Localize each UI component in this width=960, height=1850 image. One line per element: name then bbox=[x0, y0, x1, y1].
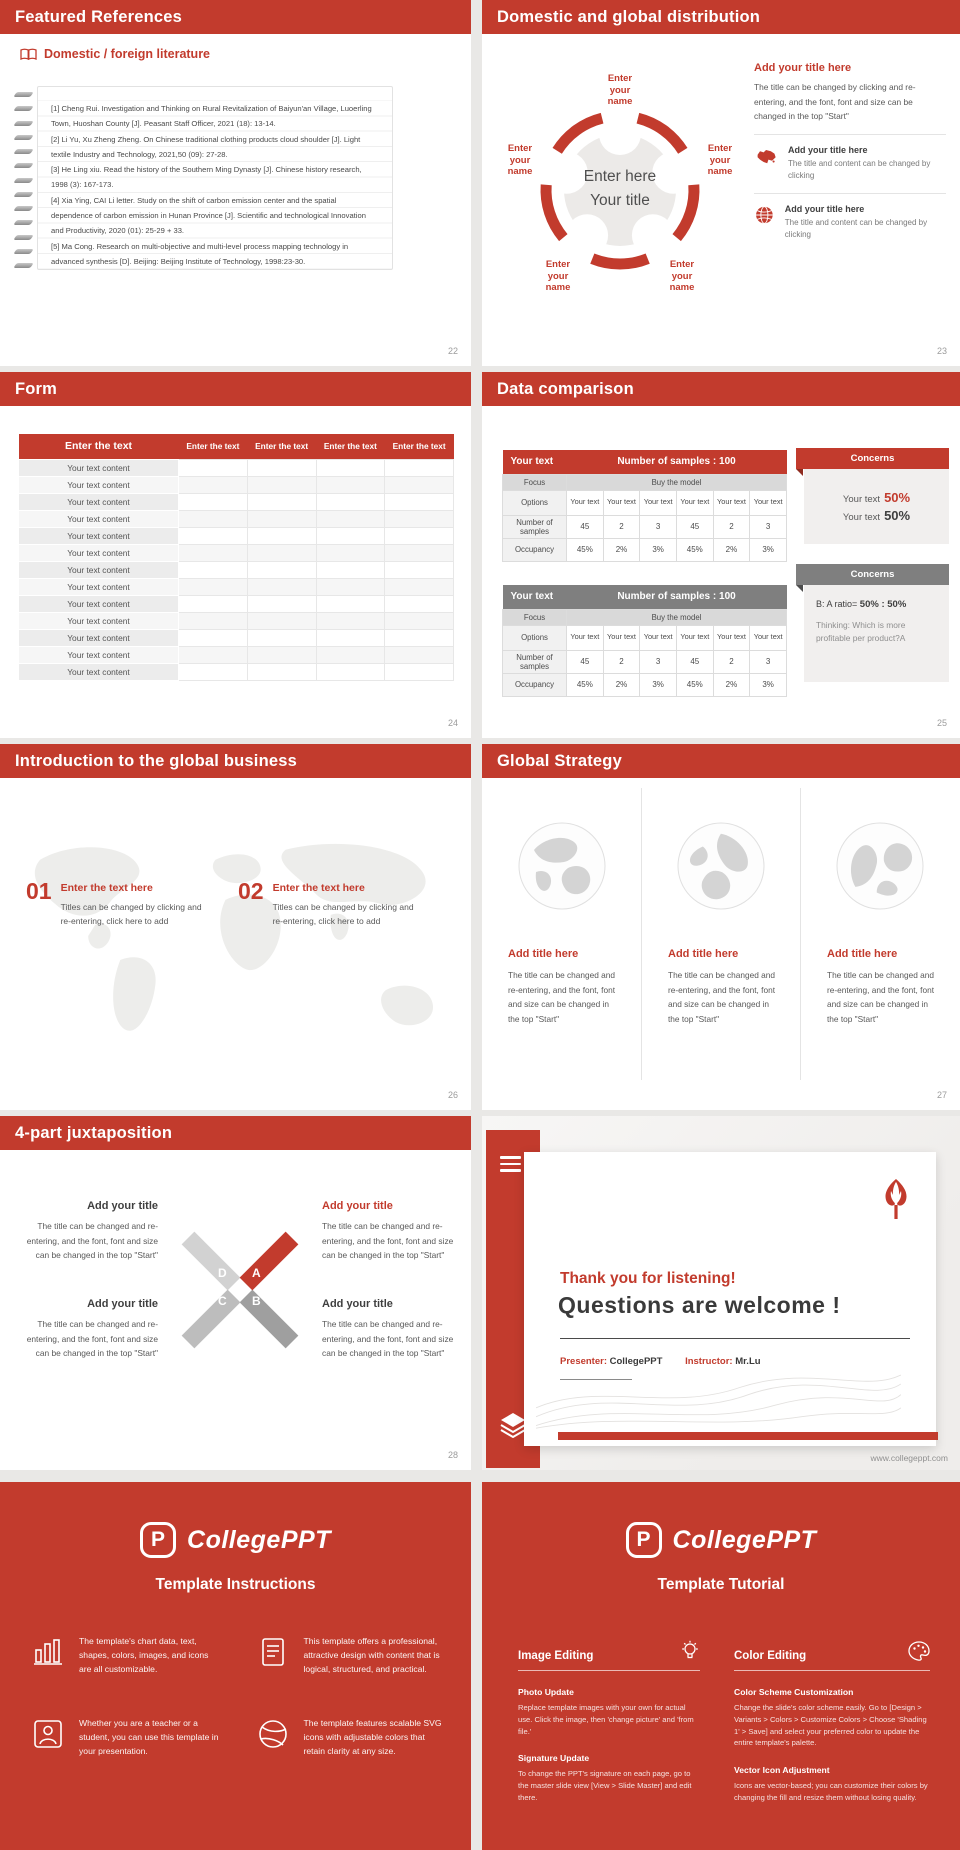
concerns-box-2 bbox=[796, 564, 949, 682]
collegeppt-logo-icon: P bbox=[626, 1522, 662, 1558]
table-row: Your text content bbox=[19, 612, 454, 629]
layers-icon bbox=[499, 1412, 527, 1438]
slide-title: Domestic and global distribution bbox=[482, 0, 960, 34]
ribbon-letter: D bbox=[218, 1266, 227, 1280]
strategy-column-2 bbox=[641, 788, 800, 1080]
reference-item: [4] Xia Ying, CAI Li letter. Study on the shift of carbon emission center and the spatial dependence of carbon emission in Hunan Province [J]. Scientific and technological Innovation and Productivity, 2020 (01): 25-29 + 33. bbox=[51, 195, 366, 236]
table-row: Your text content bbox=[19, 561, 454, 578]
slide-thank-you bbox=[482, 1116, 960, 1470]
table-samples: Number of samples : 100 bbox=[567, 450, 787, 474]
item-body: Titles can be changed by clicking and re-entering, click here to add bbox=[272, 902, 414, 926]
block-bottom-left bbox=[14, 1298, 158, 1361]
column-heading: Image Editing bbox=[518, 1650, 594, 1662]
instruction-items bbox=[30, 1634, 453, 1758]
page-number: 22 bbox=[447, 346, 458, 356]
brand-name: CollegePPT bbox=[672, 1525, 817, 1554]
page-number: 27 bbox=[936, 1090, 947, 1100]
block-bottom-right bbox=[322, 1298, 460, 1361]
person-badge-icon bbox=[30, 1716, 66, 1752]
item-number: 01 bbox=[26, 878, 52, 904]
column-title: Add title here bbox=[827, 948, 898, 960]
form-table bbox=[18, 434, 454, 681]
panel-title: Template Instructions bbox=[155, 1576, 316, 1593]
table-row: Your text content bbox=[19, 459, 454, 476]
block-title: Add your title bbox=[322, 1200, 393, 1212]
column-heading-row bbox=[518, 1640, 700, 1671]
concern-line: Your text 50% bbox=[842, 490, 911, 505]
panel-body: The title can be changed by clicking and re-entering, and the font, font and size can be changed in the top "Start" bbox=[754, 82, 916, 121]
page-number: 26 bbox=[447, 1090, 458, 1100]
concerns-title: Concerns bbox=[796, 564, 949, 585]
slide-data-comparison bbox=[482, 372, 960, 738]
underline bbox=[560, 1338, 910, 1339]
item-title: Enter the text here bbox=[272, 882, 365, 894]
circular-diagram bbox=[490, 38, 750, 338]
slide-global-strategy bbox=[482, 744, 960, 1110]
concerns-body bbox=[804, 585, 949, 682]
instructor-label: Instructor: bbox=[685, 1356, 733, 1367]
diagram-node-label: Enter your name bbox=[507, 143, 533, 177]
concerns-title: Concerns bbox=[796, 448, 949, 469]
table-row: Your text content bbox=[19, 663, 454, 680]
panel-title: Template Tutorial bbox=[657, 1576, 785, 1593]
reference-item: [1] Cheng Rui. Investigation and Thinking on Rural Revitalization of Baiyun'an Village, Luoerling Town, Huoshan County [J]. Peasant Staff Officer, 2021 (18): 13-14. bbox=[51, 104, 372, 129]
strategy-column-1 bbox=[482, 788, 641, 1080]
x-ribbon-graphic bbox=[178, 1222, 302, 1354]
thanks-title: Thank you for listening! bbox=[560, 1270, 736, 1287]
comparison-table-1 bbox=[502, 450, 787, 562]
slide-title: 4-part juxtaposition bbox=[0, 1116, 471, 1150]
slide-title: Data comparison bbox=[482, 372, 960, 406]
world-map-background bbox=[0, 820, 471, 1090]
divider bbox=[754, 193, 946, 194]
table-header-row bbox=[503, 450, 787, 474]
table-row: Your text content bbox=[19, 476, 454, 493]
instruction-item bbox=[255, 1634, 454, 1676]
spiral-binding-icon bbox=[15, 92, 32, 268]
panel-item bbox=[754, 204, 946, 242]
instructor-name: Mr.Lu bbox=[735, 1356, 761, 1367]
diagram-center-text bbox=[550, 165, 690, 213]
table-row: Your text content bbox=[19, 493, 454, 510]
reference-item: [3] He Ling xiu. Read the history of the Southern Ming Dynasty [J]. Chinese history research, 1998 (3): 167-173. bbox=[51, 165, 362, 190]
panel-item-title: Add your title here bbox=[784, 203, 865, 214]
strategy-column-3 bbox=[800, 788, 959, 1080]
table-samples: Number of samples : 100 bbox=[567, 585, 787, 609]
column-header: Enter the text bbox=[247, 434, 316, 459]
diagram-node-label: Enter your name bbox=[669, 259, 695, 293]
section-heading bbox=[20, 47, 210, 61]
samples-row: Number of samples 45 2 3 45 2 3 bbox=[503, 515, 787, 538]
diagram-node-label: Enter your name bbox=[545, 259, 571, 293]
page-number: 23 bbox=[936, 346, 947, 356]
ribbon-fold bbox=[796, 469, 803, 476]
slide-title: Form bbox=[0, 372, 471, 406]
instruction-text: Whether you are a teacher or a student, you can use this template in your presentation. bbox=[79, 1718, 219, 1756]
slide-featured-references bbox=[0, 0, 471, 366]
brand-logo bbox=[0, 1482, 471, 1558]
tutorial-body: Replace template images with your own for actual use. Click the image, then 'change picture' and 'from file.' bbox=[518, 1703, 694, 1736]
globe-icon bbox=[754, 204, 775, 226]
china-map-icon bbox=[754, 145, 778, 167]
tutorial-subheading: Vector Icon Adjustment bbox=[734, 1765, 830, 1776]
website-text: www.collegeppt.com bbox=[870, 1453, 948, 1463]
presenter-row bbox=[560, 1356, 781, 1367]
globe-graphic bbox=[834, 820, 926, 912]
table-row: Your text content bbox=[19, 629, 454, 646]
presenter-label: Presenter: bbox=[560, 1356, 607, 1367]
block-title: Add your title bbox=[87, 1200, 158, 1212]
x-ribbon-icon bbox=[178, 1222, 302, 1354]
table-row: Your text content bbox=[19, 527, 454, 544]
slide-title: Global Strategy bbox=[482, 744, 960, 778]
slide-4-part-juxtaposition bbox=[0, 1116, 471, 1470]
presenter-name: CollegePPT bbox=[609, 1356, 663, 1367]
template-instructions-panel bbox=[0, 1482, 471, 1850]
concern-line: Your text 50% bbox=[842, 508, 911, 523]
thank-you-card bbox=[524, 1152, 936, 1446]
table-row: Your text content bbox=[19, 510, 454, 527]
table-header-row bbox=[19, 434, 454, 459]
tutorial-body: Change the slide's color scheme easily. Go to [Design > Variants > Colors > Customize Colors > Choose 'Shading 1' > Save] and select your preferred color to update the entire template's palette. bbox=[734, 1703, 927, 1748]
occupancy-row: Occupancy 45% 2% 3% 45% 2% 3% bbox=[503, 673, 787, 696]
concerns-box-1 bbox=[796, 448, 949, 544]
table-row: Your text content bbox=[19, 595, 454, 612]
comparison-table-2 bbox=[502, 585, 787, 697]
column-heading: Color Editing bbox=[734, 1650, 807, 1662]
slide-form bbox=[0, 372, 471, 738]
table-row: Your text content bbox=[19, 646, 454, 663]
tutorial-subheading: Color Scheme Customization bbox=[734, 1687, 854, 1697]
brand-logo bbox=[482, 1482, 960, 1558]
occupancy-row: Occupancy 45% 2% 3% 45% 2% 3% bbox=[503, 538, 787, 561]
column-header: Enter the text bbox=[19, 434, 179, 459]
item-body: Titles can be changed by clicking and re-entering, click here to add bbox=[60, 902, 202, 926]
item-title: Enter the text here bbox=[60, 882, 153, 894]
wireframe-mesh-graphic bbox=[536, 1368, 901, 1430]
block-body: The title can be changed and re-entering, and the font, font and size can be changed in the top "Start" bbox=[26, 1221, 158, 1260]
panel-title: Add your title here bbox=[754, 62, 852, 74]
options-row: Options Your text Your text Your text Your text Your text Your text bbox=[503, 490, 787, 515]
panel-item-body: The title and content can be changed by clicking bbox=[784, 217, 928, 239]
diagram-center-title: Enter here bbox=[583, 168, 657, 185]
thanks-subtitle: Questions are welcome ! bbox=[558, 1292, 841, 1318]
instruction-text: The template's chart data, text, shapes, colors, images, and icons are all customizable. bbox=[79, 1636, 209, 1674]
table-row: Your text content bbox=[19, 544, 454, 561]
ribbon-letter: B bbox=[252, 1294, 261, 1308]
column-body: The title can be changed and re-entering, and the font, font and size can be changed in the top "Start" bbox=[668, 970, 776, 1024]
ribbon-fold bbox=[796, 585, 803, 592]
tutorial-body: To change the PPT's signature on each page, go to the master slide view [View > Slide Master] and edit there. bbox=[518, 1769, 692, 1802]
slide-title: Introduction to the global business bbox=[0, 744, 471, 778]
reference-item: [5] Ma Cong. Research on multi-objective and multi-level process mapping technology in advanced synthesis [D]. Beijing: Beijing Institute of Technology, 1998:23-30. bbox=[51, 241, 349, 266]
panel-item-title: Add your title here bbox=[788, 144, 868, 155]
page-number: 28 bbox=[447, 1450, 458, 1460]
instruction-item bbox=[30, 1634, 229, 1676]
ratio-line: B: A ratio= 50% : 50% bbox=[816, 599, 907, 610]
template-tutorial-panel bbox=[482, 1482, 960, 1850]
block-body: The title can be changed and re-entering, and the font, font and size can be changed in the top "Start" bbox=[26, 1319, 158, 1358]
instruction-item bbox=[30, 1716, 229, 1758]
red-bottom-bar bbox=[558, 1432, 938, 1440]
column-body: The title can be changed and re-entering, and the font, font and size can be changed in the top "Start" bbox=[827, 970, 935, 1024]
thinking-line: Thinking: Which is more profitable per product?A bbox=[816, 620, 906, 643]
globe-graphic bbox=[675, 820, 767, 912]
page-number: 25 bbox=[936, 718, 947, 728]
slide-domestic-global-distribution bbox=[482, 0, 960, 366]
tutorial-subheading: Signature Update bbox=[518, 1753, 590, 1764]
instruction-text: The template features scalable SVG icons with adjustable colors that retain clarity at any size. bbox=[303, 1718, 442, 1756]
block-body: The title can be changed and re-entering, and the font, font and size can be changed in the top "Start" bbox=[322, 1221, 454, 1260]
bar-chart-icon bbox=[30, 1634, 66, 1670]
table-header-row bbox=[503, 585, 787, 609]
divider bbox=[754, 134, 946, 135]
diagram-node-label: Enter your name bbox=[607, 73, 633, 107]
column-header: Enter the text bbox=[316, 434, 385, 459]
column-header: Enter the text bbox=[179, 434, 248, 459]
focus-row: Focus Buy the model bbox=[503, 474, 787, 490]
brand-name: CollegePPT bbox=[187, 1525, 331, 1554]
panel-item-body: The title and content can be changed by clicking bbox=[788, 158, 931, 180]
references-box bbox=[37, 86, 393, 270]
item-number: 02 bbox=[238, 878, 264, 904]
tree-logo-icon bbox=[880, 1178, 912, 1220]
tutorial-subheading: Photo Update bbox=[518, 1687, 574, 1697]
panel-item bbox=[754, 145, 946, 183]
tutorial-column-color-editing bbox=[734, 1640, 930, 1804]
scalable-ball-icon bbox=[255, 1716, 291, 1752]
lightbulb-icon bbox=[680, 1640, 700, 1662]
options-row: Options Your text Your text Your text Your text Your text Your text bbox=[503, 625, 787, 650]
tutorial-body: Icons are vector-based; you can customize their colors by changing the fill and resize them without losing quality. bbox=[734, 1781, 928, 1802]
ribbon-letter: A bbox=[252, 1266, 261, 1280]
menu-icon bbox=[500, 1156, 521, 1176]
column-header: Enter the text bbox=[385, 434, 454, 459]
instruction-text: This template offers a professional, attractive design with content that is logical, structured, and practical. bbox=[303, 1636, 440, 1674]
globe-graphic bbox=[516, 820, 608, 912]
block-top-left bbox=[14, 1200, 158, 1263]
diagram-center-subtitle: Your title bbox=[590, 192, 650, 209]
column-title: Add title here bbox=[668, 948, 739, 960]
concerns-body bbox=[804, 469, 949, 544]
table-title: Your text bbox=[503, 585, 567, 609]
column-heading-row bbox=[734, 1640, 930, 1671]
book-icon bbox=[20, 48, 37, 61]
focus-row: Focus Buy the model bbox=[503, 609, 787, 625]
samples-row: Number of samples 45 2 3 45 2 3 bbox=[503, 650, 787, 673]
numbered-item-1 bbox=[26, 880, 213, 928]
right-panel bbox=[754, 62, 946, 242]
reference-item: [2] Li Yu, Xu Zheng Zheng. On Chinese traditional clothing products cloud shoulder [J]. Light textile Industry and Technology, 2021,50 (09): 27-28. bbox=[51, 134, 361, 159]
numbered-item-2 bbox=[238, 880, 425, 928]
palette-icon bbox=[908, 1640, 930, 1662]
table-row: Your text content bbox=[19, 578, 454, 595]
ribbon-letter: C bbox=[218, 1294, 227, 1308]
block-title: Add your title bbox=[322, 1298, 393, 1310]
column-title: Add title here bbox=[508, 948, 579, 960]
page-number: 24 bbox=[447, 718, 458, 728]
tutorial-column-image-editing bbox=[518, 1640, 700, 1804]
instruction-item bbox=[255, 1716, 454, 1758]
collegeppt-logo-icon: P bbox=[140, 1522, 176, 1558]
document-icon bbox=[255, 1634, 291, 1670]
block-top-right bbox=[322, 1200, 460, 1263]
block-body: The title can be changed and re-entering, and the font, font and size can be changed in the top "Start" bbox=[322, 1319, 454, 1358]
table-title: Your text bbox=[503, 450, 567, 474]
column-body: The title can be changed and re-entering, and the font, font and size can be changed in the top "Start" bbox=[508, 970, 616, 1024]
section-title: Domestic / foreign literature bbox=[44, 47, 211, 61]
diagram-node-label: Enter your name bbox=[707, 143, 733, 177]
slide-title: Featured References bbox=[0, 0, 471, 34]
block-title: Add your title bbox=[87, 1298, 158, 1310]
slide-global-business-intro bbox=[0, 744, 471, 1110]
